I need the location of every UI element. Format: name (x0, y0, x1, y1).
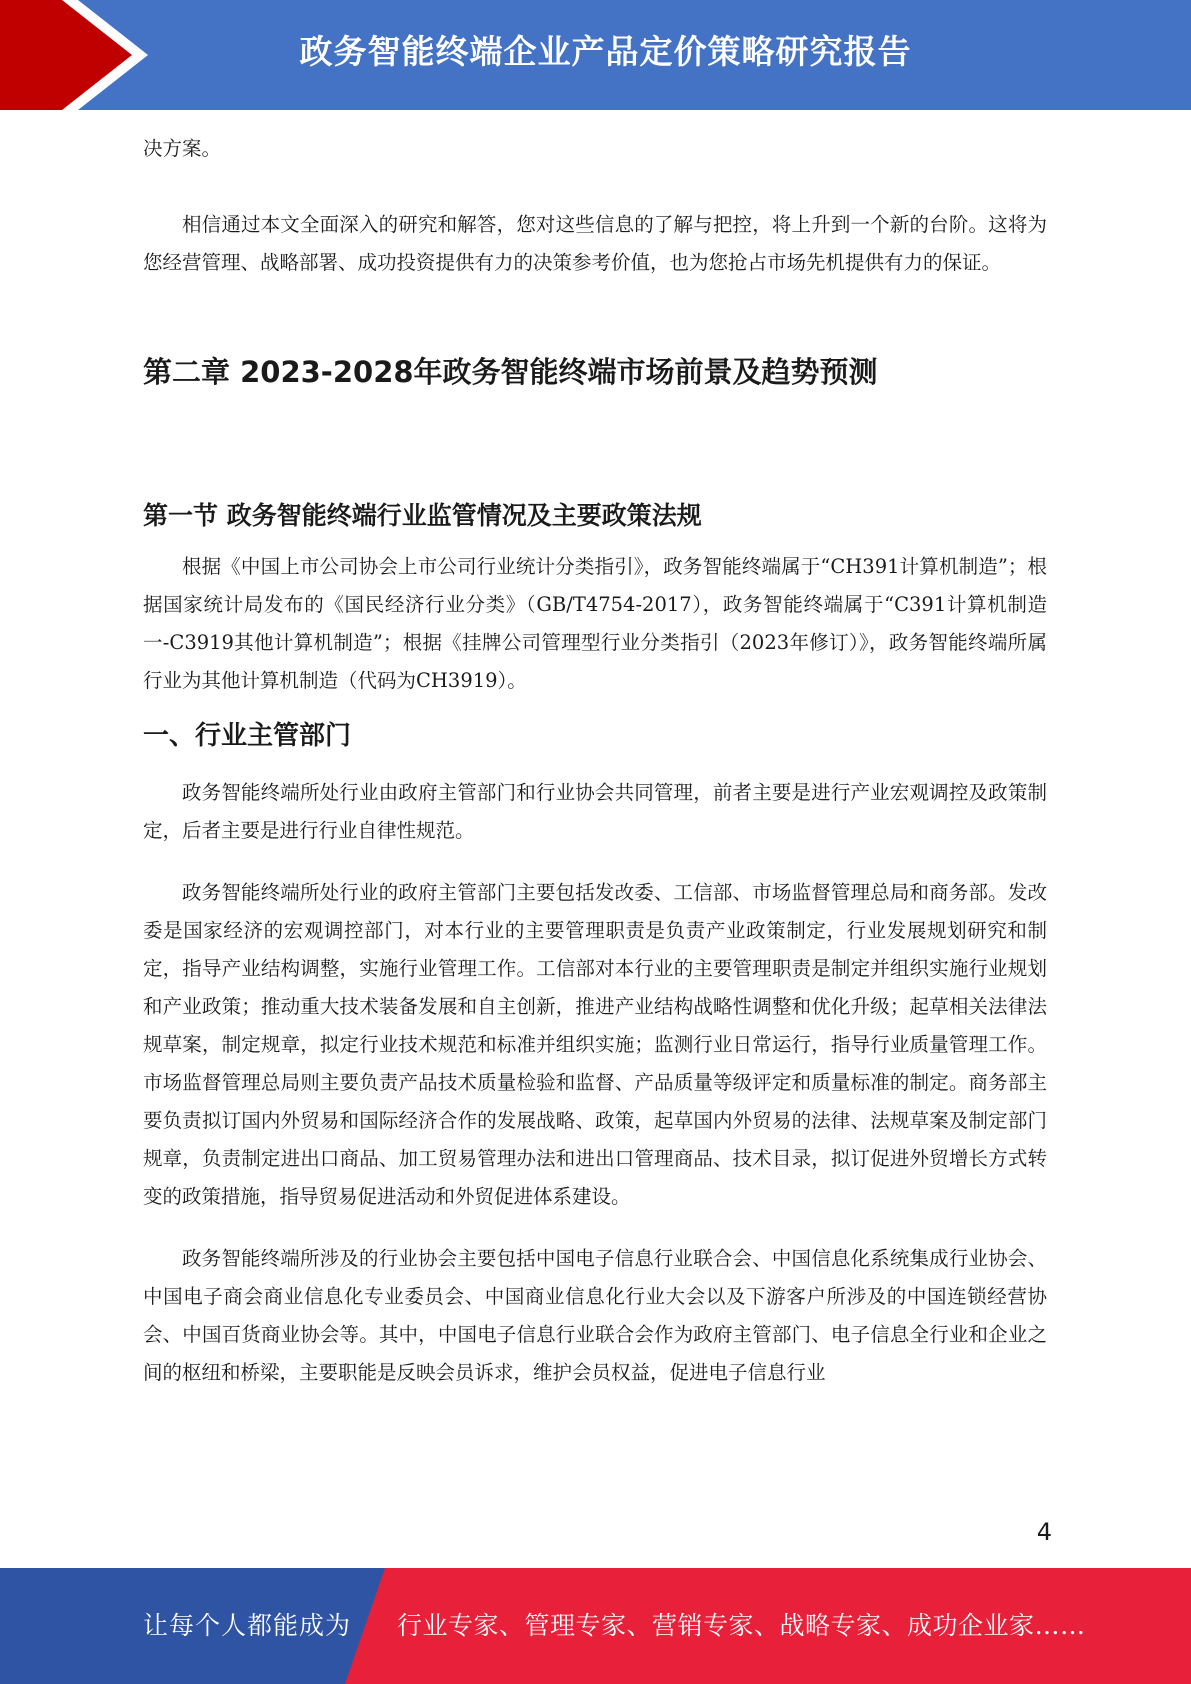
footer-slogan-left: 让每个人都能成为 (143, 1611, 352, 1640)
footer-slogan-right: 行业专家、管理专家、营销专家、战略专家、成功企业家…… (397, 1611, 1086, 1640)
subsection-paragraph-3: 政务智能终端所涉及的行业协会主要包括中国电子信息行业联合会、中国信息化系统集成行业协会、中国电子商会商业信息化专业委员会、中国商业信息化行业大会以及下游客户所涉及的中国连锁经营协会、中国百货商业协会等。其中，中国电子信息行业联合会作为政府主管部门、电子信息全行业和企业之间的枢纽和桥梁，主要职能是反映会员诉求，维护会员权益，促进电子信息行业 (143, 1247, 1047, 1384)
intro-paragraph-2: 相信通过本文全面深入的研究和解答，您对这些信息的了解与把控，将上升到一个新的台阶。这将为您经营管理、战略部署、成功投资提供有力的决策参考价值，也为您抢占市场先机提供有力的保证。 (143, 213, 1047, 274)
subsection-paragraph-2: 政务智能终端所处行业的政府主管部门主要包括发改委、工信部、市场监督管理总局和商务部。发改委是国家经济的宏观调控部门，对本行业的主要管理职责是负责产业政策制定，行业发展规划研究和制定，指导产业结构调整，实施行业管理工作。工信部对本行业的主要管理职责是制定并组织实施行业规划和产业政策；推动重大技术装备发展和自主创新，推进产业结构战略性调整和优化升级；起草相关法律法规草案，制定规章，拟定行业技术规范和标准并组织实施；监测行业日常运行，指导行业质量管理工作。市场监督管理总局则主要负责产品技术质量检验和监督、产品质量等级评定和质量标准的制定。商务部主要负责拟订国内外贸易和国际经济合作的发展战略、政策，起草国内外贸易的法律、法规草案及制定部门规章，负责制定进出口商品、加工贸易管理办法和进出口管理商品、技术目录，拟订促进外贸增长方式转变的政策措施，指导贸易促进活动和外贸促进体系建设。 (143, 881, 1047, 1208)
section-paragraph-1: 根据《中国上市公司协会上市公司行业统计分类指引》，政务智能终端属于“CH391计算机制造”；根据国家统计局发布的《国民经济行业分类》（GB/T4754-2017），政务智能终端属于“C391计算机制造一-C3919其他计算机制造”；根据《挂牌公司管理型行业分类指引（2023年修订）》，政务智能终端所属行业为其他计算机制造（代码为CH3919）。 (143, 555, 1047, 692)
page-header (0, 0, 1191, 110)
report-title: 政务智能终端企业产品定价策略研究报告 (299, 32, 912, 71)
page-footer (0, 1568, 1191, 1684)
subsection-paragraph-1: 政务智能终端所处行业由政府主管部门和行业协会共同管理，前者主要是进行产业宏观调控及政策制定，后者主要是进行行业自律性规范。 (143, 781, 1047, 842)
section-title: 第一节 政务智能终端行业监管情况及主要政策法规 (143, 501, 702, 530)
intro-paragraph-1: 决方案。 (143, 137, 222, 160)
page-content (143, 130, 1047, 1416)
chapter-title: 第二章 2023-2028年政务智能终端市场前景及趋势预测 (143, 355, 878, 389)
page-number: 4 (1036, 1518, 1052, 1546)
subsection-title: 一、行业主管部门 (143, 721, 352, 751)
